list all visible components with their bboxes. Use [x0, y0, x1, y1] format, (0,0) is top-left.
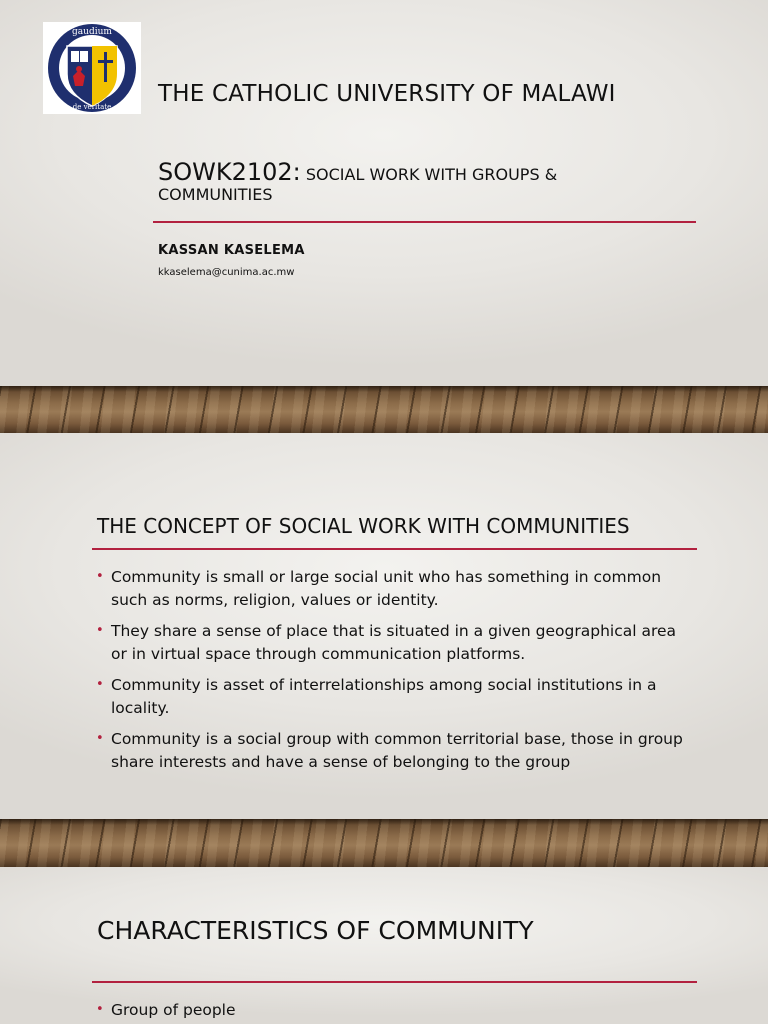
course-heading	[158, 158, 638, 205]
university-title: THE CATHOLIC UNIVERSITY OF MALAWI	[158, 81, 616, 107]
author-email: kkaselema@cunima.ac.mw	[158, 267, 295, 278]
list-item: • Group of people	[96, 999, 696, 1022]
slide-title: THE CONCEPT OF SOCIAL WORK WITH COMMUNITIES	[97, 514, 630, 538]
slide-2	[0, 433, 768, 819]
course-code: SOWK2102:	[158, 158, 301, 186]
wood-floor-divider	[0, 819, 768, 867]
title-divider	[92, 548, 697, 550]
author-name: KASSAN KASELEMA	[158, 243, 305, 258]
title-divider	[153, 221, 696, 223]
list-item: • Community is a social group with common territorial base, those in group share interests and have a sense of belonging to the group	[96, 728, 696, 773]
course-name: SOCIAL WORK WITH GROUPS & COMMUNITIES	[158, 165, 558, 204]
wood-floor-divider	[0, 386, 768, 433]
bullet-list	[96, 566, 696, 782]
university-logo	[43, 22, 141, 114]
slide-3	[0, 867, 768, 1024]
list-item: • Community is small or large social unit who has something in common such as norms, religion, values or identity.	[96, 566, 696, 611]
svg-text:gaudium: gaudium	[72, 27, 112, 37]
svg-text:de veritate: de veritate	[72, 103, 112, 111]
list-item: • They share a sense of place that is situated in a given geographical area or in virtual space through communication platforms.	[96, 620, 696, 665]
slide-title: CHARACTERISTICS OF COMMUNITY	[97, 916, 534, 945]
bullet-list	[96, 999, 696, 1024]
list-item: • Community is asset of interrelationships among social institutions in a locality.	[96, 674, 696, 719]
title-divider	[92, 981, 697, 983]
crest-icon	[43, 22, 141, 114]
slide-1	[0, 0, 768, 386]
